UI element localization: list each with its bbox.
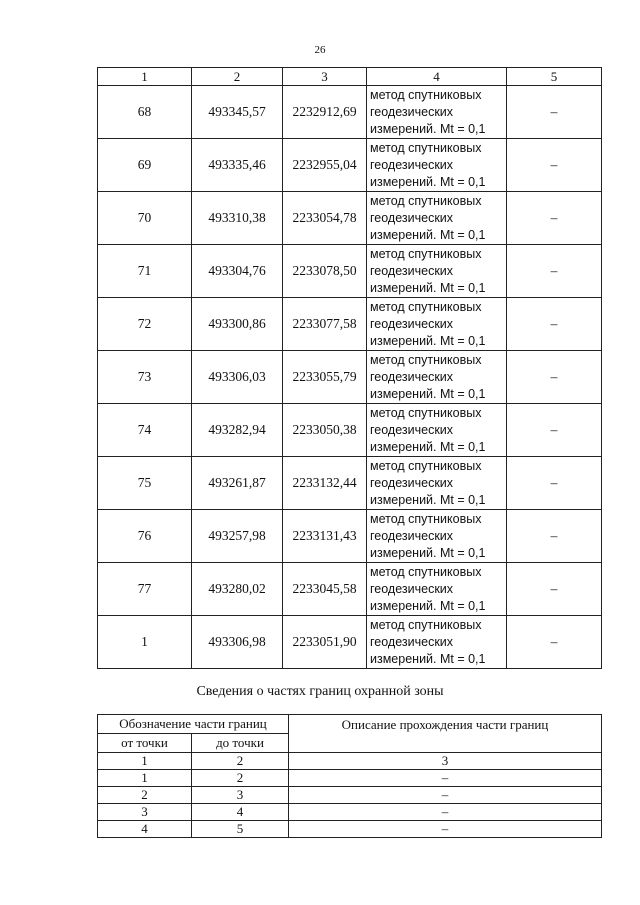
table-row — [98, 298, 602, 351]
method-line: метод спутниковых — [370, 617, 482, 632]
x-coordinate-cell: 493300,86 — [192, 298, 283, 351]
method-line: измерений. Mt = 0,1 — [370, 174, 486, 189]
note-cell: – — [507, 457, 602, 510]
method-line: геодезических — [370, 210, 454, 225]
point-number-cell: 75 — [98, 457, 192, 510]
to-point-cell: 4 — [192, 804, 289, 821]
method-line: геодезических — [370, 634, 454, 649]
point-number-cell: 68 — [98, 86, 192, 139]
parts-body — [98, 753, 602, 838]
x-coordinate-cell: 493261,87 — [192, 457, 283, 510]
note-cell: – — [507, 245, 602, 298]
table-row — [98, 457, 602, 510]
point-number-cell: 71 — [98, 245, 192, 298]
method-line: измерений. Mt = 0,1 — [370, 598, 486, 613]
from-point-cell: 3 — [98, 804, 192, 821]
method-cell — [367, 192, 507, 245]
method-cell — [367, 457, 507, 510]
method-cell — [367, 351, 507, 404]
table-row — [98, 351, 602, 404]
method-line: геодезических — [370, 157, 454, 172]
designation-header: Обозначение части границ — [98, 715, 289, 734]
column-header: 3 — [283, 68, 367, 86]
table-row — [98, 86, 602, 139]
method-line: геодезических — [370, 369, 454, 384]
method-line: геодезических — [370, 422, 454, 437]
y-coordinate-cell: 2233050,38 — [283, 404, 367, 457]
coordinates-body — [98, 86, 602, 669]
y-coordinate-cell: 2233051,90 — [283, 616, 367, 669]
to-point-cell: 2 — [192, 770, 289, 787]
to-point-cell: 3 — [192, 787, 289, 804]
method-line: измерений. Mt = 0,1 — [370, 439, 486, 454]
from-point-cell: 1 — [98, 753, 192, 770]
method-cell — [367, 616, 507, 669]
table-row — [98, 770, 602, 787]
method-line: измерений. Mt = 0,1 — [370, 121, 486, 136]
x-coordinate-cell: 493257,98 — [192, 510, 283, 563]
method-line: метод спутниковых — [370, 140, 482, 155]
method-line: геодезических — [370, 528, 454, 543]
table-row — [98, 245, 602, 298]
y-coordinate-cell: 2232955,04 — [283, 139, 367, 192]
description-cell: – — [289, 787, 602, 804]
column-header: 5 — [507, 68, 602, 86]
note-cell: – — [507, 351, 602, 404]
method-line: измерений. Mt = 0,1 — [370, 227, 486, 242]
method-line: измерений. Mt = 0,1 — [370, 386, 486, 401]
x-coordinate-cell: 493310,38 — [192, 192, 283, 245]
method-cell — [367, 510, 507, 563]
method-line: метод спутниковых — [370, 405, 482, 420]
note-cell: – — [507, 404, 602, 457]
method-line: измерений. Mt = 0,1 — [370, 280, 486, 295]
description-header: Описание прохождения части границ — [289, 715, 602, 753]
x-coordinate-cell: 493345,57 — [192, 86, 283, 139]
from-point-cell: 4 — [98, 821, 192, 838]
description-cell: 3 — [289, 753, 602, 770]
method-line: измерений. Mt = 0,1 — [370, 333, 486, 348]
method-line: метод спутниковых — [370, 299, 482, 314]
method-line: метод спутниковых — [370, 564, 482, 579]
method-line: геодезических — [370, 316, 454, 331]
method-cell — [367, 298, 507, 351]
method-line: геодезических — [370, 475, 454, 490]
table-row — [98, 192, 602, 245]
table-row — [98, 616, 602, 669]
table-row — [98, 753, 602, 770]
table-row — [98, 821, 602, 838]
method-line: геодезических — [370, 581, 454, 596]
to-point-cell: 5 — [192, 821, 289, 838]
note-cell: – — [507, 139, 602, 192]
method-line: измерений. Mt = 0,1 — [370, 492, 486, 507]
method-line: метод спутниковых — [370, 352, 482, 367]
x-coordinate-cell: 493306,98 — [192, 616, 283, 669]
note-cell: – — [507, 86, 602, 139]
table-row — [98, 563, 602, 616]
point-number-cell: 69 — [98, 139, 192, 192]
method-line: метод спутниковых — [370, 87, 482, 102]
y-coordinate-cell: 2233054,78 — [283, 192, 367, 245]
point-number-cell: 72 — [98, 298, 192, 351]
note-cell: – — [507, 298, 602, 351]
method-cell — [367, 563, 507, 616]
table-row — [98, 139, 602, 192]
x-coordinate-cell: 493280,02 — [192, 563, 283, 616]
table-row — [98, 804, 602, 821]
method-line: измерений. Mt = 0,1 — [370, 651, 486, 666]
column-header: 4 — [367, 68, 507, 86]
y-coordinate-cell: 2233077,58 — [283, 298, 367, 351]
boundary-parts-table — [97, 714, 602, 838]
from-point-header: от точки — [98, 734, 192, 753]
method-line: метод спутниковых — [370, 193, 482, 208]
y-coordinate-cell: 2233055,79 — [283, 351, 367, 404]
point-number-cell: 76 — [98, 510, 192, 563]
parts-header-row — [98, 715, 602, 734]
y-coordinate-cell: 2233078,50 — [283, 245, 367, 298]
method-cell — [367, 86, 507, 139]
y-coordinate-cell: 2233131,43 — [283, 510, 367, 563]
page-number: 26 — [314, 44, 326, 56]
section-title: Сведения о частях границ охранной зоны — [196, 684, 444, 699]
from-point-cell: 2 — [98, 787, 192, 804]
point-number-cell: 1 — [98, 616, 192, 669]
y-coordinate-cell: 2233132,44 — [283, 457, 367, 510]
column-header: 1 — [98, 68, 192, 86]
point-number-cell: 77 — [98, 563, 192, 616]
table-row — [98, 787, 602, 804]
description-cell: – — [289, 770, 602, 787]
description-cell: – — [289, 821, 602, 838]
method-line: измерений. Mt = 0,1 — [370, 545, 486, 560]
x-coordinate-cell: 493304,76 — [192, 245, 283, 298]
method-line: геодезических — [370, 263, 454, 278]
table-row — [98, 404, 602, 457]
from-point-cell: 1 — [98, 770, 192, 787]
method-cell — [367, 139, 507, 192]
to-point-header: до точки — [192, 734, 289, 753]
method-cell — [367, 245, 507, 298]
table-row — [98, 510, 602, 563]
coordinates-table — [97, 67, 602, 669]
x-coordinate-cell: 493282,94 — [192, 404, 283, 457]
point-number-cell: 74 — [98, 404, 192, 457]
note-cell: – — [507, 510, 602, 563]
point-number-cell: 70 — [98, 192, 192, 245]
column-header: 2 — [192, 68, 283, 86]
method-line: геодезических — [370, 104, 454, 119]
point-number-cell: 73 — [98, 351, 192, 404]
coordinates-header-row — [98, 68, 602, 86]
method-line: метод спутниковых — [370, 458, 482, 473]
x-coordinate-cell: 493335,46 — [192, 139, 283, 192]
method-line: метод спутниковых — [370, 511, 482, 526]
y-coordinate-cell: 2232912,69 — [283, 86, 367, 139]
method-cell — [367, 404, 507, 457]
method-line: метод спутниковых — [370, 246, 482, 261]
note-cell: – — [507, 192, 602, 245]
to-point-cell: 2 — [192, 753, 289, 770]
note-cell: – — [507, 616, 602, 669]
y-coordinate-cell: 2233045,58 — [283, 563, 367, 616]
note-cell: – — [507, 563, 602, 616]
description-cell: – — [289, 804, 602, 821]
x-coordinate-cell: 493306,03 — [192, 351, 283, 404]
